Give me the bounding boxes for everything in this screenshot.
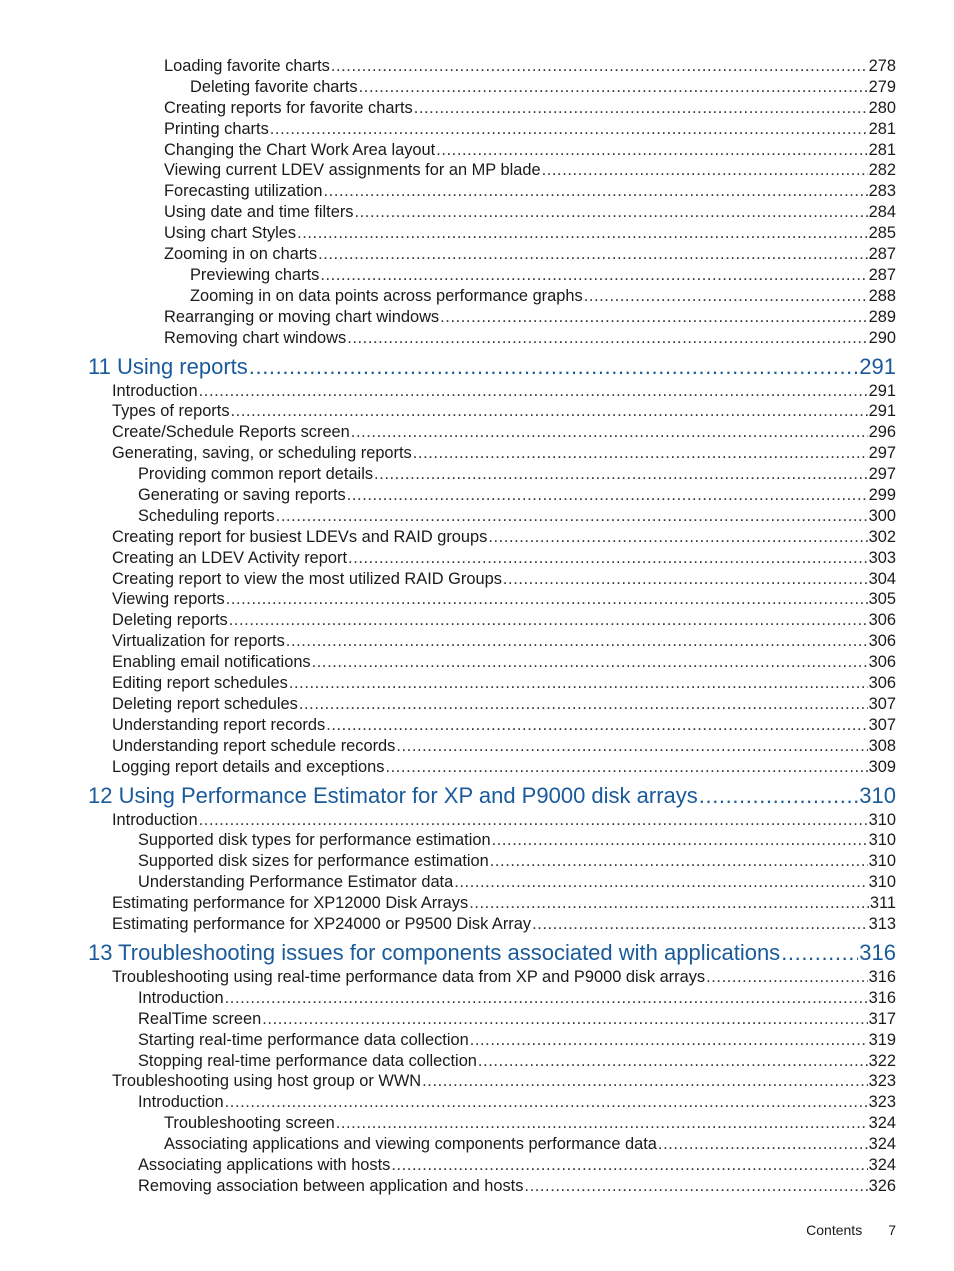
footer-page-number: 7 <box>888 1222 896 1238</box>
toc-entry-page: 302 <box>868 527 896 546</box>
toc-entry-page: 324 <box>868 1114 896 1133</box>
toc-entry-title: Understanding report schedule records <box>112 736 396 755</box>
toc-entry-page: 309 <box>868 757 896 776</box>
toc-entry-page: 310 <box>859 782 896 808</box>
dot-leader <box>331 56 868 77</box>
toc-entry[interactable] <box>0 422 954 443</box>
toc-chapter-entry[interactable] <box>0 939 954 968</box>
toc-entry-page: 281 <box>868 140 896 159</box>
dot-leader <box>276 506 868 527</box>
toc-entry-page: 304 <box>868 569 896 588</box>
dot-leader <box>658 1134 868 1155</box>
toc-entry-title: Creating an LDEV Activity report <box>112 548 348 567</box>
toc-entry-title: Viewing reports <box>112 590 225 609</box>
toc-entry-title: Starting real-time performance data collection <box>138 1030 469 1049</box>
toc-entry-page: 287 <box>868 245 896 264</box>
footer-label: Contents <box>806 1222 863 1238</box>
toc-entry-title: Using chart Styles <box>164 224 297 243</box>
toc-entry-page: 287 <box>868 265 896 284</box>
toc-entry-title: Create/Schedule Reports screen <box>112 423 350 442</box>
toc-entry-page: 291 <box>859 353 896 379</box>
toc-entry-title: Removing association between application and hosts <box>138 1176 524 1195</box>
toc-entry-title: Deleting favorite charts <box>190 77 358 96</box>
toc-entry-title: Introduction <box>112 810 198 829</box>
dot-leader <box>289 673 868 694</box>
toc-entry-page: 307 <box>868 715 896 734</box>
toc-entry[interactable] <box>0 307 954 328</box>
toc-entry-page: 285 <box>868 224 896 243</box>
toc-entry-page: 282 <box>868 161 896 180</box>
toc-entry[interactable] <box>0 810 954 831</box>
dot-leader <box>478 1051 868 1072</box>
toc-entry-title: Troubleshooting using host group or WWN <box>112 1072 422 1091</box>
dot-leader <box>326 715 867 736</box>
dot-leader <box>347 485 868 506</box>
toc-entry-page: 307 <box>868 694 896 713</box>
dot-leader <box>414 98 868 119</box>
dot-leader <box>249 353 859 382</box>
toc-entry-page: 289 <box>868 307 896 326</box>
dot-leader <box>781 939 858 968</box>
toc-entry-title: Previewing charts <box>190 265 320 284</box>
dot-leader <box>231 401 868 422</box>
toc-entry-title: Editing report schedules <box>112 674 288 693</box>
toc-entry-title: Creating report for busiest LDEVs and RAID groups <box>112 527 488 546</box>
toc-entry-title: Viewing current LDEV assignments for an MP blade <box>164 161 541 180</box>
toc-entry-title: Understanding Performance Estimator data <box>138 873 454 892</box>
toc-entry[interactable] <box>0 1009 954 1030</box>
toc-entry[interactable] <box>0 181 954 202</box>
toc-entry-title: Deleting reports <box>112 611 228 630</box>
dot-leader <box>299 694 868 715</box>
toc-entry-page: 308 <box>868 736 896 755</box>
toc-entry-page: 303 <box>868 548 896 567</box>
toc-entry-title: Estimating performance for XP12000 Disk Arrays <box>112 894 469 913</box>
toc-chapter-entry[interactable] <box>0 353 954 382</box>
page-footer <box>806 1222 896 1238</box>
toc-entry[interactable] <box>0 381 954 402</box>
toc-entry[interactable] <box>0 757 954 778</box>
toc-entry-page: 310 <box>868 831 896 850</box>
dot-leader <box>542 160 868 181</box>
toc-entry[interactable] <box>0 56 954 77</box>
toc-entry[interactable] <box>0 715 954 736</box>
toc-entry-title: Understanding report records <box>112 715 326 734</box>
dot-leader <box>470 1030 868 1051</box>
dot-leader <box>469 893 869 914</box>
toc-entry-title: Scheduling reports <box>138 506 275 525</box>
dot-leader <box>490 851 868 872</box>
toc-entry-page: 310 <box>868 873 896 892</box>
dot-leader <box>584 286 868 307</box>
toc-entry[interactable] <box>0 736 954 757</box>
toc-entry[interactable] <box>0 893 954 914</box>
toc-entry[interactable] <box>0 1051 954 1072</box>
toc-entry[interactable] <box>0 1113 954 1134</box>
toc-entry-title: Supported disk sizes for performance estimation <box>138 852 489 871</box>
toc-entry[interactable] <box>0 988 954 1009</box>
toc-entry[interactable] <box>0 1176 954 1197</box>
dot-leader <box>199 810 868 831</box>
toc-entry-title: Changing the Chart Work Area layout <box>164 140 436 159</box>
toc-entry[interactable] <box>0 443 954 464</box>
toc-entry-page: 291 <box>868 381 896 400</box>
toc-entry[interactable] <box>0 140 954 161</box>
toc-entry-page: 313 <box>868 915 896 934</box>
dot-leader <box>413 443 868 464</box>
toc-chapter-entry[interactable] <box>0 782 954 811</box>
toc-entry-title: Forecasting utilization <box>164 182 323 201</box>
toc-entry-title: Creating report to view the most utilized RAID Groups <box>112 569 502 588</box>
toc-entry[interactable] <box>0 548 954 569</box>
toc-entry[interactable] <box>0 119 954 140</box>
toc-entry[interactable] <box>0 223 954 244</box>
dot-leader <box>532 914 868 935</box>
dot-leader <box>359 77 868 98</box>
dot-leader <box>286 631 868 652</box>
toc-entry-page: 316 <box>868 968 896 987</box>
toc-entry-page: 300 <box>868 506 896 525</box>
dot-leader <box>262 1009 867 1030</box>
toc-entry-title: Generating or saving reports <box>138 486 346 505</box>
dot-leader <box>503 569 868 590</box>
toc-entry[interactable] <box>0 967 954 988</box>
toc-entry-title: Zooming in on data points across performance graphs <box>190 286 583 305</box>
dot-leader <box>396 736 867 757</box>
dot-leader <box>336 1113 868 1134</box>
toc-entry-page: 316 <box>868 988 896 1007</box>
toc-entry-title: 13 Troubleshooting issues for components associated with applications <box>88 940 781 966</box>
toc-entry-page: 324 <box>868 1135 896 1154</box>
dot-leader <box>355 202 868 223</box>
toc-entry-title: RealTime screen <box>138 1009 262 1028</box>
toc-entry-page: 306 <box>868 674 896 693</box>
toc-entry-title: Associating applications and viewing components performance data <box>164 1135 657 1154</box>
toc-entry-page: 306 <box>868 653 896 672</box>
dot-leader <box>270 119 868 140</box>
toc-entry-title: Troubleshooting screen <box>164 1114 335 1133</box>
dot-leader <box>374 464 868 485</box>
toc-entry-title: Troubleshooting using real-time performance data from XP and P9000 disk arrays <box>112 968 706 987</box>
toc-entry-page: 297 <box>868 465 896 484</box>
dot-leader <box>297 223 868 244</box>
toc-entry-page: 281 <box>868 119 896 138</box>
toc-entry-page: 310 <box>868 852 896 871</box>
toc-entry-title: Using date and time filters <box>164 203 354 222</box>
toc-entry[interactable] <box>0 1071 954 1092</box>
toc-entry[interactable] <box>0 569 954 590</box>
toc-entry[interactable] <box>0 506 954 527</box>
dot-leader <box>436 140 867 161</box>
dot-leader <box>488 527 867 548</box>
toc-entry[interactable] <box>0 485 954 506</box>
dot-leader <box>440 307 868 328</box>
toc-entry[interactable] <box>0 244 954 265</box>
toc-entry-page: 319 <box>868 1030 896 1049</box>
toc-entry[interactable] <box>0 1134 954 1155</box>
dot-leader <box>320 265 867 286</box>
toc-entry[interactable] <box>0 77 954 98</box>
toc-entry-title: Providing common report details <box>138 465 374 484</box>
toc-entry-page: 278 <box>868 57 896 75</box>
dot-leader <box>351 422 868 443</box>
toc-entry-title: Loading favorite charts <box>164 57 330 75</box>
toc-entry-title: Associating applications with hosts <box>138 1156 391 1175</box>
toc-entry-page: 288 <box>868 286 896 305</box>
toc-entry-title: Printing charts <box>164 119 269 138</box>
toc-entry-page: 310 <box>868 810 896 829</box>
toc-entry-page: 316 <box>859 940 896 966</box>
toc-entry-title: Rearranging or moving chart windows <box>164 307 440 326</box>
toc-entry-title: Deleting report schedules <box>112 694 298 713</box>
table-of-contents <box>0 56 954 1197</box>
toc-entry-page: 305 <box>868 590 896 609</box>
toc-entry[interactable] <box>0 265 954 286</box>
toc-entry-page: 323 <box>868 1093 896 1112</box>
toc-entry[interactable] <box>0 631 954 652</box>
toc-entry[interactable] <box>0 464 954 485</box>
dot-leader <box>226 589 868 610</box>
toc-entry[interactable] <box>0 914 954 935</box>
toc-entry-title: Introduction <box>112 381 198 400</box>
toc-entry[interactable] <box>0 527 954 548</box>
dot-leader <box>454 872 867 893</box>
dot-leader <box>324 181 868 202</box>
toc-entry[interactable] <box>0 610 954 631</box>
dot-leader <box>318 244 868 265</box>
dot-leader <box>422 1071 867 1092</box>
toc-entry-page: 280 <box>868 98 896 117</box>
toc-entry-title: Enabling email notifications <box>112 653 311 672</box>
dot-leader <box>347 328 867 349</box>
toc-entry[interactable] <box>0 589 954 610</box>
toc-entry[interactable] <box>0 286 954 307</box>
toc-entry-title: Supported disk types for performance estimation <box>138 831 491 850</box>
toc-entry-page: 326 <box>868 1176 896 1195</box>
dot-leader <box>312 652 868 673</box>
toc-entry[interactable] <box>0 160 954 181</box>
toc-entry[interactable] <box>0 328 954 349</box>
toc-entry-title: Creating reports for favorite charts <box>164 98 413 117</box>
toc-entry-title: Introduction <box>138 1093 224 1112</box>
toc-entry-page: 297 <box>868 444 896 463</box>
dot-leader <box>199 381 868 402</box>
toc-entry-page: 306 <box>868 632 896 651</box>
toc-entry-page: 317 <box>868 1009 896 1028</box>
toc-entry-title: Logging report details and exceptions <box>112 757 385 776</box>
toc-entry-page: 279 <box>868 77 896 96</box>
toc-entry-page: 299 <box>868 486 896 505</box>
dot-leader <box>229 610 868 631</box>
toc-entry-title: Generating, saving, or scheduling reports <box>112 444 412 463</box>
toc-entry-title: Stopping real-time performance data collection <box>138 1051 477 1070</box>
toc-entry-title: Types of reports <box>112 402 230 421</box>
toc-entry[interactable] <box>0 851 954 872</box>
toc-entry-page: 324 <box>868 1156 896 1175</box>
toc-entry[interactable] <box>0 1030 954 1051</box>
toc-entry[interactable] <box>0 673 954 694</box>
toc-entry-title: Removing chart windows <box>164 328 347 347</box>
toc-entry-title: Introduction <box>138 988 224 1007</box>
toc-entry-title: 12 Using Performance Estimator for XP and P9000 disk arrays <box>88 782 698 808</box>
dot-leader <box>385 757 867 778</box>
dot-leader <box>225 1092 868 1113</box>
toc-entry-page: 322 <box>868 1051 896 1070</box>
dot-leader <box>706 967 868 988</box>
toc-entry[interactable] <box>0 401 954 422</box>
toc-entry[interactable] <box>0 1092 954 1113</box>
toc-entry[interactable] <box>0 830 954 851</box>
toc-entry-page: 283 <box>868 182 896 201</box>
toc-entry-page: 284 <box>868 203 896 222</box>
toc-entry[interactable] <box>0 694 954 715</box>
dot-leader <box>699 782 859 811</box>
dot-leader <box>492 830 868 851</box>
toc-entry-page: 311 <box>869 894 896 913</box>
toc-entry-title: Zooming in on charts <box>164 245 318 264</box>
toc-entry[interactable] <box>0 1155 954 1176</box>
toc-entry-page: 291 <box>868 402 896 421</box>
dot-leader <box>225 988 868 1009</box>
toc-entry[interactable] <box>0 98 954 119</box>
toc-entry[interactable] <box>0 202 954 223</box>
dot-leader <box>524 1176 867 1197</box>
toc-entry-page: 296 <box>868 423 896 442</box>
toc-entry-page: 323 <box>868 1072 896 1091</box>
toc-entry[interactable] <box>0 652 954 673</box>
toc-entry[interactable] <box>0 872 954 893</box>
toc-entry-page: 306 <box>868 611 896 630</box>
toc-entry-title: 11 Using reports <box>88 353 248 379</box>
toc-entry-title: Virtualization for reports <box>112 632 285 651</box>
dot-leader <box>391 1155 867 1176</box>
toc-entry-title: Estimating performance for XP24000 or P9500 Disk Array <box>112 915 532 934</box>
dot-leader <box>348 548 868 569</box>
toc-entry-page: 290 <box>868 328 896 347</box>
